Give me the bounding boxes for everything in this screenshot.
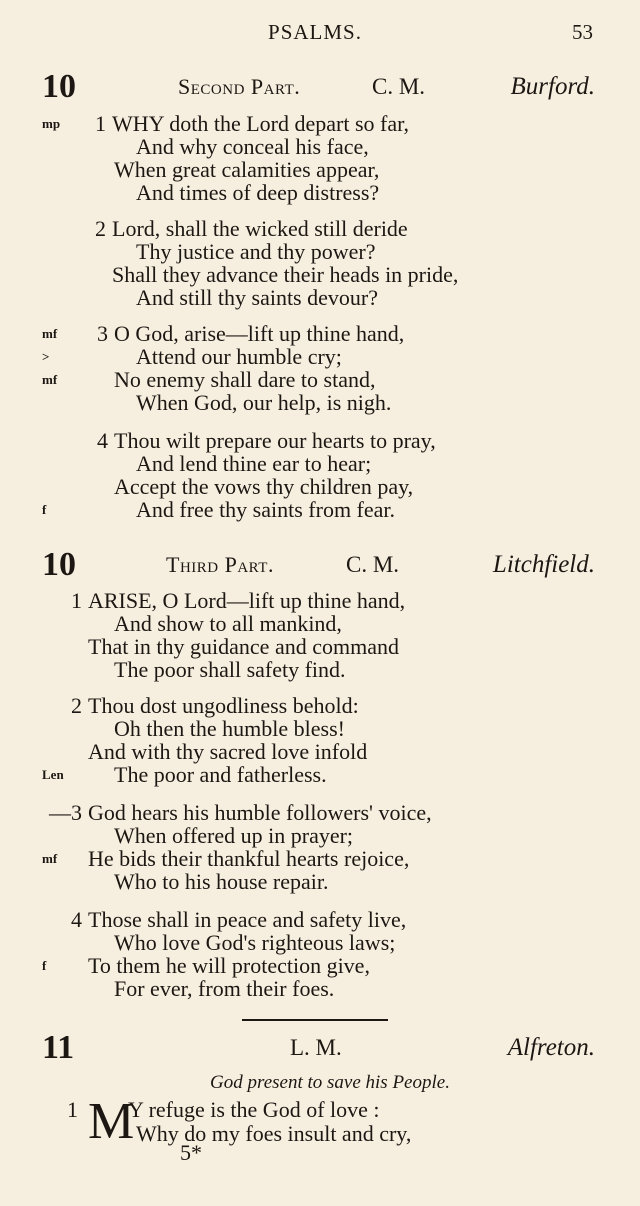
verse-text: And still thy saints devour? [136, 285, 378, 310]
verse-text: Lord, shall the wicked still deride [112, 216, 408, 241]
verse-line [0, 368, 640, 391]
verse-line [0, 475, 640, 498]
verse-number: 3 [97, 321, 108, 346]
verse-line [0, 612, 640, 635]
verse-text: And why conceal his face, [136, 134, 369, 159]
verse-number: 4 [97, 428, 108, 453]
verse-text: And with thy sacred love infold [88, 739, 368, 764]
dynamics-mark: Len [42, 767, 64, 782]
verse-text: Shall they advance their heads in pride, [112, 262, 459, 287]
verse-line [0, 977, 640, 1000]
verse-text: To them he will protection give, [88, 953, 370, 978]
psalm-subtitle: God present to save his People. [210, 1072, 450, 1093]
psalm-part: Third Part. [166, 552, 274, 577]
verse-line [0, 931, 640, 954]
verse-text: And show to all mankind, [114, 611, 342, 636]
verse-text: And lend thine ear to hear; [136, 451, 372, 476]
verse-text: When great calamities appear, [114, 157, 380, 182]
verse-line [0, 135, 640, 158]
verse-line [0, 801, 640, 824]
verse-number: 1 [71, 588, 82, 613]
tune-name: Alfreton. [507, 1034, 595, 1061]
psalm-heading [0, 548, 640, 582]
verse-number: 1 [67, 1097, 78, 1122]
verse-text: Oh then the humble bless! [114, 716, 345, 741]
verse-line [0, 847, 640, 870]
verse-text: O God, arise—lift up thine hand, [114, 321, 405, 346]
verse-text: Those shall in peace and safety live, [88, 907, 407, 932]
verse-text: And free thy saints from fear. [136, 497, 396, 522]
verse-text: Y refuge is the God of love : [128, 1097, 380, 1122]
dynamics-mark: mf [42, 326, 58, 341]
page-header [0, 20, 640, 50]
psalm-meter: C. M. [372, 74, 426, 99]
verse-line [0, 263, 640, 286]
verse-line [0, 452, 640, 475]
verse-line [0, 694, 640, 717]
verse-text: ARISE, O Lord—lift up thine hand, [88, 588, 406, 613]
psalm-heading [0, 70, 640, 104]
verse-text: God hears his humble followers' voice, [88, 800, 432, 825]
verse-line [0, 824, 640, 847]
printer-signature: 5* [180, 1140, 202, 1165]
verse-number: 2 [95, 216, 106, 241]
verse-text: Who to his house repair. [114, 869, 329, 894]
verse-line [0, 181, 640, 204]
verse-text: Who love God's righteous laws; [114, 930, 396, 955]
verse-text: No enemy shall dare to stand, [114, 367, 376, 392]
psalm-number: 10 [42, 546, 76, 583]
tune-name: Litchfield. [492, 551, 595, 578]
verse-line [0, 322, 640, 345]
verse-text: And times of deep distress? [136, 180, 380, 205]
verse-text: Attend our humble cry; [136, 344, 342, 369]
verse-text: Thou dost ungodliness behold: [88, 693, 359, 718]
dynamics-mark: > [42, 349, 50, 364]
verse-line [0, 429, 640, 452]
verse-line [0, 763, 640, 786]
tune-name: Burford. [510, 73, 595, 100]
verse-text: Thy justice and thy power? [136, 239, 376, 264]
verse-line [0, 658, 640, 681]
psalm-meter: L. M. [290, 1035, 342, 1060]
verse-line [0, 498, 640, 521]
psalm-number: 10 [42, 68, 76, 105]
section-divider [242, 1019, 388, 1021]
verse-text: Thou wilt prepare our hearts to pray, [114, 428, 436, 453]
verse-number: 4 [71, 907, 82, 932]
verse-line [0, 112, 640, 135]
verse-text: When God, our help, is nigh. [136, 390, 392, 415]
verse-line [0, 391, 640, 414]
verse-line [0, 286, 640, 309]
verse-line [0, 345, 640, 368]
psalm-meter: C. M. [346, 552, 400, 577]
dynamics-mark: mp [42, 116, 61, 131]
verse-line [0, 240, 640, 263]
psalm-number: 11 [42, 1029, 75, 1066]
verse-line [0, 1122, 640, 1145]
verse-line [0, 740, 640, 763]
dynamics-mark: mf [42, 372, 58, 387]
verse-text: He bids their thankful hearts rejoice, [88, 846, 410, 871]
verse-line [0, 870, 640, 893]
verse-number: —3 [49, 800, 82, 825]
verse-line [0, 217, 640, 240]
verse-text: Why do my foes insult and cry, [136, 1121, 412, 1146]
verse-line [0, 635, 640, 658]
drop-cap: M [88, 1093, 135, 1150]
dynamics-mark: f [42, 958, 47, 973]
psalm-heading [0, 1031, 640, 1065]
running-title: PSALMS. [268, 20, 362, 44]
verse-text: The poor and fatherless. [114, 762, 327, 787]
verse-text: Accept the vows thy children pay, [114, 474, 414, 499]
verse-line [0, 908, 640, 931]
verse-line [0, 158, 640, 181]
page-number: 53 [572, 20, 593, 44]
psalm-part: Second Part. [178, 74, 301, 99]
dynamics-mark: mf [42, 851, 58, 866]
verse-text: That in thy guidance and command [88, 634, 399, 659]
verse-number: 2 [71, 693, 82, 718]
verse-number: 1 [95, 111, 106, 136]
verse-text: The poor shall safety find. [114, 657, 346, 682]
verse-text: When offered up in prayer; [114, 823, 354, 848]
verse-line [0, 954, 640, 977]
verse-line [0, 717, 640, 740]
verse-text: For ever, from their foes. [114, 976, 335, 1001]
verse-text: WHY doth the Lord depart so far, [112, 111, 410, 136]
verse-line [0, 589, 640, 612]
dynamics-mark: f [42, 502, 47, 517]
